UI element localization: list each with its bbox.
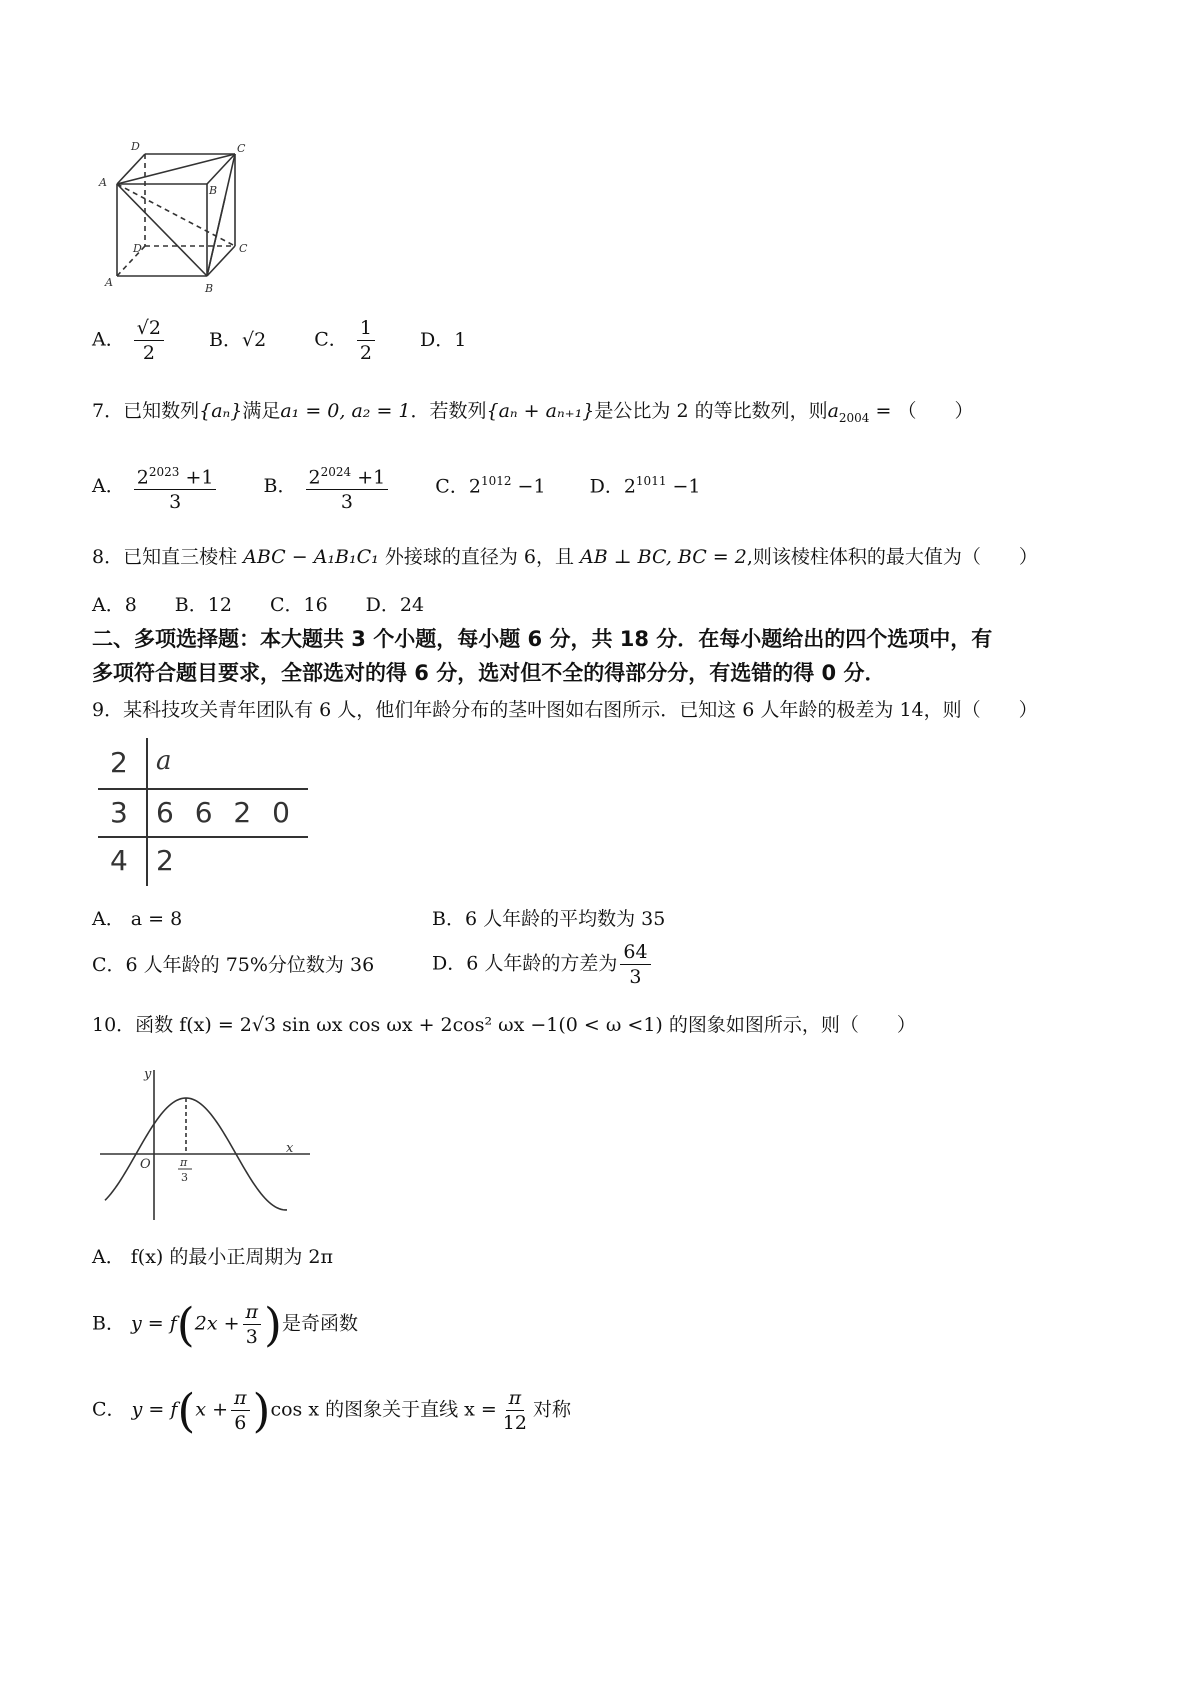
q10-stem: 10．函数 f(x) = 2√3 sin ωx cos ωx + 2cos² ωx −1(0 < ω <1) 的图象如图所示，则（ ） — [92, 1014, 916, 1036]
q7-stem: 7．已知数列{aₙ}满足a₁ = 0, a₂ = 1．若数列{aₙ + aₙ₊₁}是公比为 2 的等比数列，则$a_{2004}$ = （ ） — [92, 400, 974, 425]
label-d: D — [133, 242, 142, 255]
q7-option-a: A． $\frac{2^{2023} +1}{3}$ — [92, 460, 219, 514]
q7-option-c: C．$2^{1012} -1$ — [435, 473, 546, 498]
q8-options: A．8 B．12 C．16 D．24 — [92, 594, 425, 616]
q7-options — [92, 460, 701, 514]
q9-option-d: D．6 人年龄的方差为 $\frac{64}{3}$ — [432, 940, 654, 989]
sine-graph — [100, 1060, 320, 1220]
label-a1: A — [99, 176, 107, 189]
q7-option-d: D．$2^{1011} -1$ — [589, 473, 701, 498]
section2-line1: 二、多项选择题：本大题共 3 个小题，每小题 6 分，共 18 分．在每小题给出的四个选项中，有 — [92, 627, 993, 651]
q9-option-c: C．6 人年龄的 75%分位数为 36 — [92, 954, 375, 976]
section2-line2: 多项符合题目要求，全部选对的得 6 分，选对但不全的得部分分，有选错的得 0 分． — [92, 661, 886, 685]
leaves-4: 2 — [156, 844, 174, 877]
label-a: A — [105, 276, 113, 289]
q6-option-d: D．1 — [419, 328, 467, 351]
label-d1: D — [131, 140, 140, 153]
graph-origin: O — [140, 1157, 151, 1172]
cube-figure — [95, 140, 275, 310]
stem-2: 2 — [110, 746, 128, 779]
stem-4: 4 — [110, 844, 128, 877]
stem-3: 3 — [110, 796, 128, 829]
q9-stem: 9．某科技攻关青年团队有 6 人，他们年龄分布的茎叶图如右图所示．已知这 6 人年龄的极差为 14，则（ ） — [92, 699, 1038, 721]
leaves-3: 6 6 2 0 — [156, 796, 296, 829]
q9-option-a: A． a = 8 — [92, 908, 183, 930]
q10-option-c: C． y = f(x + $\frac{\pi}{6}$ )cos x 的图象关于直线 x = $\frac{\pi}{12}$ 对称 — [92, 1383, 571, 1438]
label-c: C — [239, 242, 248, 255]
graph-y-label: y — [144, 1067, 152, 1082]
q10-option-b: B． y = f(2x + $\frac{\pi}{3}$ )是奇函数 — [92, 1297, 358, 1352]
q6-option-c: C． $\frac{1}{2}$ — [314, 316, 378, 365]
q9-option-b: B．6 人年龄的平均数为 35 — [432, 908, 666, 930]
leaves-2: a — [156, 746, 172, 776]
section2-heading — [92, 622, 992, 690]
q6-option-a: A． $\frac{√2}{2}$ — [92, 316, 167, 365]
label-b: B — [205, 282, 214, 295]
graph-x-label: x — [286, 1141, 294, 1156]
stem-leaf-plot — [98, 738, 308, 888]
q6-option-b: B．√2 — [209, 328, 267, 351]
label-b1: B — [209, 184, 218, 197]
graph-tick-den: 3 — [181, 1171, 188, 1184]
graph-tick-num: π — [180, 1156, 188, 1169]
q6-options — [92, 316, 466, 365]
q7-option-b: B． $\frac{2^{2024} +1}{3}$ — [264, 460, 392, 514]
label-c1: C — [237, 142, 246, 155]
q8-stem: 8．已知直三棱柱 ABC − A₁B₁C₁ 外接球的直径为 6，且 AB ⊥ BC, BC = 2,则该棱柱体积的最大值为（ ） — [92, 546, 1038, 568]
q10-option-a: A． f(x) 的最小正周期为 2π — [92, 1246, 333, 1268]
